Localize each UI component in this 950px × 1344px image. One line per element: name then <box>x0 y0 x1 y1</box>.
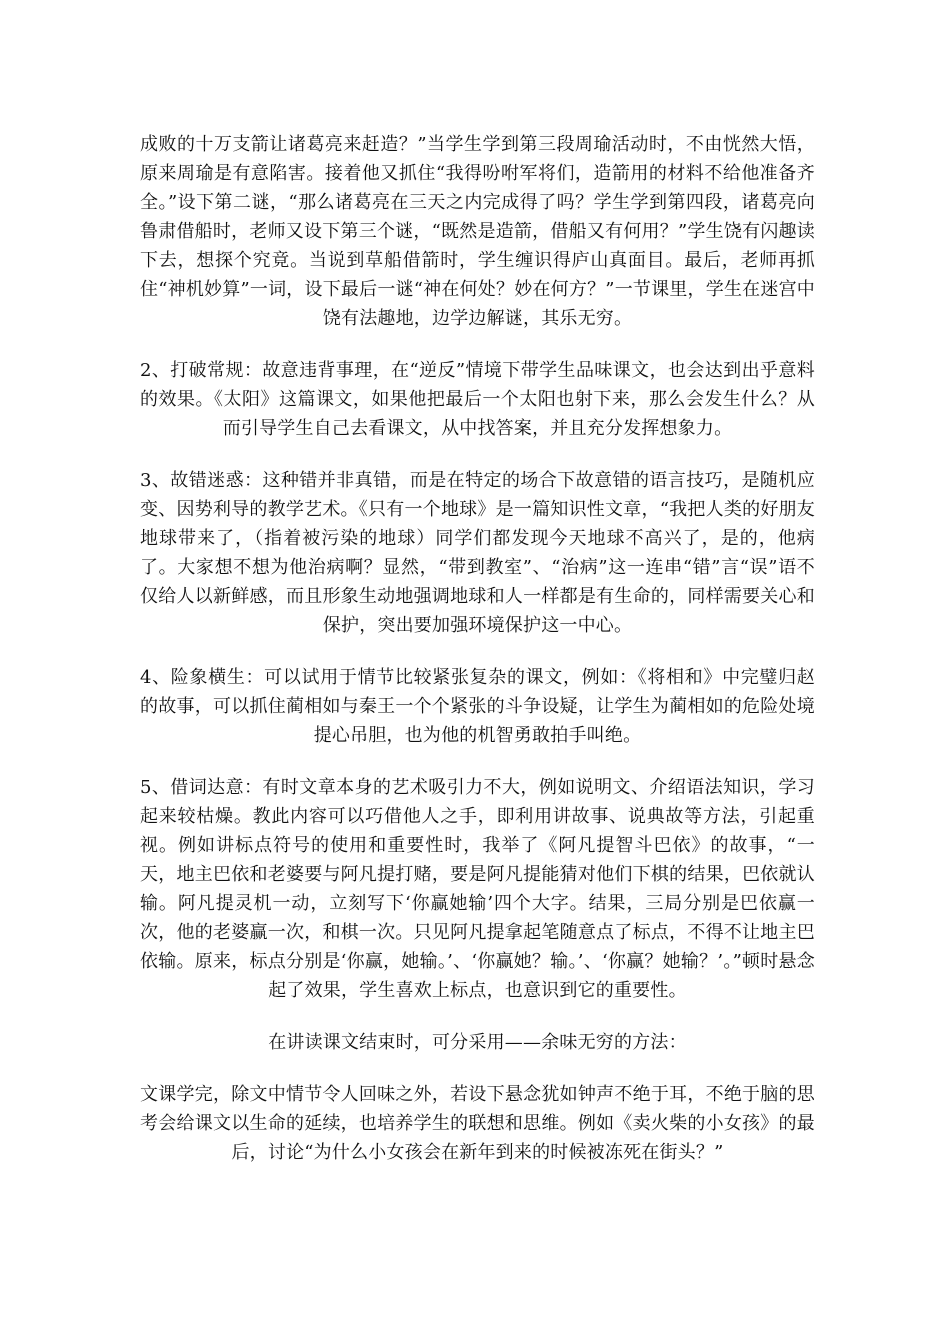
section-heading-ending-method: 在讲读课文结束时，可分采用——余味无穷的方法： <box>268 1032 687 1053</box>
paragraph-point-4: 4、险象横生：可以试用于情节比较紧张复杂的课文，例如：《将相和》中完璧归赵的故事，可以抓住蔺相如与秦王一个个紧张的斗争设疑，让学生为蔺相如的危险处境提心吊胆，也为他的机智勇敢拍手叫绝。 <box>140 667 815 746</box>
paragraph-continued-story: 成败的十万支箭让诸葛亮来赶造？”当学生学到第三段周瑜活动时，不由恍然大悟，原来周瑜是有意陷害。接着他又抓住“我得吩咐军将们，造箭用的材料不给他准备齐全。”设下第二谜，“那么诸葛亮在三天之内完成得了吗？学生学到第四段，诸葛亮向鲁肃借船时，老师又设下第三个谜，“既然是造箭，借船又有何用？”学生饶有闪趣读下去，想探个究竟。当说到草船借箭时，学生缠识得庐山真面目。最后，老师再抓住“神机妙算”一词，设下最后一谜“神在何处？妙在何方？”一节课里，学生在迷宫中饶有法趣地，边学边解谜，其乐无穷。 <box>140 134 815 329</box>
paragraph-ending-method: 文课学完，除文中情节令人回味之外，若设下悬念犹如钟声不绝于耳，不绝于脑的思考会给课文以生命的延续，也培养学生的联想和思维。例如《卖火柴的小女孩》的最后，讨论“为什么小女孩会在新年到来的时候被冻死在街头？” <box>140 1084 815 1163</box>
document-page <box>140 130 815 1190</box>
paragraph-point-2: 2、打破常规：故意违背事理，在“逆反”情境下带学生品味课文，也会达到出乎意料的效果。《太阳》这篇课文，如果他把最后一个太阳也射下来，那么会发生什么？从而引导学生自己去看课文，从中找答案，并且充分发挥想象力。 <box>140 360 815 439</box>
paragraph-point-5: 5、借词达意：有时文章本身的艺术吸引力不大，例如说明文、介绍语法知识，学习起来较枯燥。教此内容可以巧借他人之手，即利用讲故事、说典故等方法，引起重视。例如讲标点符号的使用和重要性时，我举了《阿凡提智斗巴依》的故事，“一天，地主巴依和老婆要与阿凡提打赌，要是阿凡提能猜对他们下棋的结果，巴依就认输。阿凡提灵机一动，立刻写下‘你赢她输’四个大字。结果，三局分别是巴依赢一次，他的老婆赢一次，和棋一次。只见阿凡提拿起笔随意点了标点，不得不让地主巴依输。原来，标点分别是‘你赢，她输。’、‘你赢她？输。’、‘你赢？她输？’。”顿时悬念起了效果，学生喜欢上标点，也意识到它的重要性。 <box>140 777 815 1001</box>
paragraph-point-3: 3、故错迷惑：这种错并非真错，而是在特定的场合下故意错的语言技巧，是随机应变、因势利导的教学艺术。《只有一个地球》是一篇知识性文章，“我把人类的好朋友地球带来了，（指着被污染的地球）同学们都发现今天地球不高兴了，是的，他病了。大家想不想为他治病啊？显然，“带到教室”、“治病”这一连串“错”言“误”语不仅给人以新鲜感，而且形象生动地强调地球和人一样都是有生命的，同样需要关心和保护，突出要加强环境保护这一中心。 <box>140 470 815 636</box>
